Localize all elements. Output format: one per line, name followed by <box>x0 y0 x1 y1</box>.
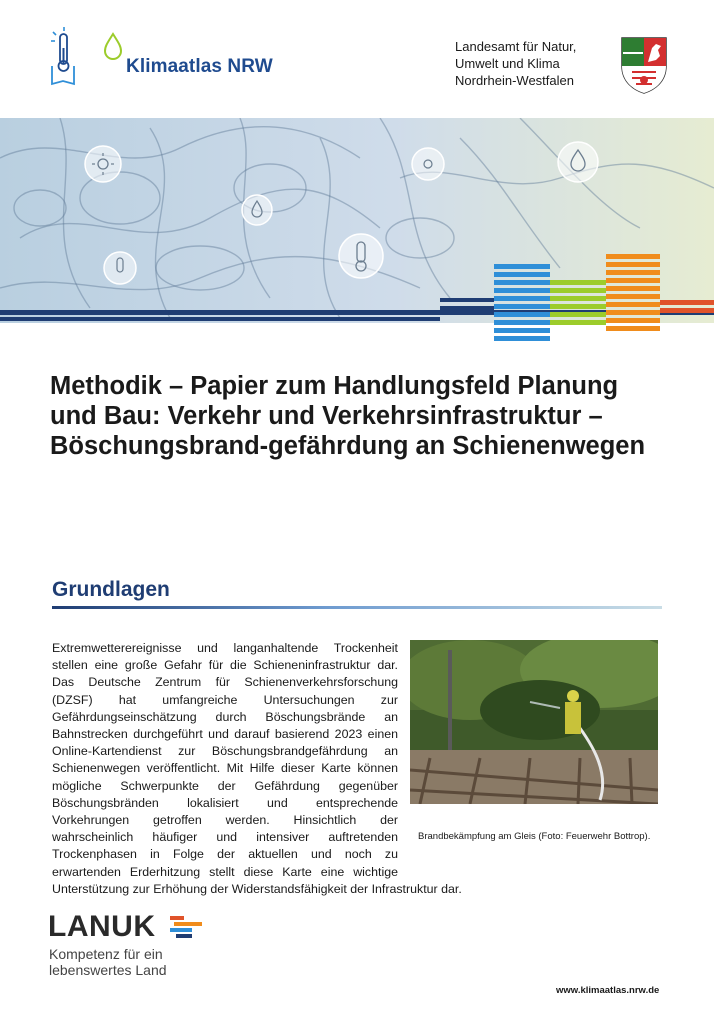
hero-banner <box>0 118 714 343</box>
photo-figure <box>410 640 660 862</box>
droplet-icon <box>242 195 272 225</box>
sun-icon <box>412 148 444 180</box>
document-title: Methodik – Papier zum Handlungsfeld Planung und Bau: Verkehr und Verkehrsinfrastruktur – Böschungsbrand-gefährdung an Schienenwegen <box>50 372 646 460</box>
body-section <box>52 640 660 898</box>
banner-graphic <box>0 118 714 343</box>
agency-line: Umwelt und Klima <box>455 56 560 71</box>
section-divider <box>52 606 662 609</box>
droplet-icon <box>558 142 598 182</box>
tagline-line: Kompetenz für ein <box>49 946 163 962</box>
nrw-crest-icon <box>620 36 668 94</box>
lanuk-stripes-icon <box>170 916 202 940</box>
agency-name <box>455 38 576 89</box>
section-heading: Grundlagen <box>52 578 170 601</box>
agency-line: Nordrhein-Westfalen <box>455 73 574 88</box>
page-header <box>0 0 714 118</box>
agency-line: Landesamt für Natur, <box>455 39 577 54</box>
klimaatlas-logo-icon <box>50 26 78 86</box>
sun-icon <box>85 146 121 182</box>
klimaatlas-logo <box>50 26 300 88</box>
lanuk-wordmark: LANUK <box>48 910 156 943</box>
website-url[interactable]: www.klimaatlas.nrw.de <box>556 985 660 996</box>
thermometer-icon <box>104 252 136 284</box>
tagline-line: lebenswertes Land <box>49 962 167 978</box>
firefighter-photo <box>410 640 658 804</box>
droplet-icon <box>102 32 124 62</box>
body-paragraph: Extremwetterereignisse und langanhaltende Trockenheit stellen eine große Gefahr für die Schieneninfrastruktur dar. Das Deutsche Zentrum für Schienenverkehrsforschung (DZSF) hat umfangreiche Untersuchungen zur Gefährdungseinschätzung durch Böschungsbrände an Bahnstrecken durchgeführt und darauf basierend 2023 einen Online-Kartendienst zur Böschungsbrandgefährdung an Schienenwegen veröffentlicht. Mit Hilfe dieser Karte können mögliche Schwerpunkte der Gefährdung gegenüber Böschungsbränden lokalisiert und entsprechende Vorkehrungen getroffen werden. Hinsichtlich der wahrscheinlich häufiger und intensiver auftretenden Trockenphasen in Folge der aktuellen und noch zu erwartenden Erderhitzung stellt diese Karte eine wichtige Unterstützung zur Erhöhung der Widerstandsfähigkeit der Infrastruktur dar. <box>52 641 462 896</box>
lanuk-logo <box>48 910 248 980</box>
photo-caption: Brandbekämpfung am Gleis (Foto: Feuerwehr Bottrop). <box>418 831 651 842</box>
lanuk-tagline <box>49 946 167 978</box>
thermometer-icon <box>339 234 383 278</box>
logo-title: Klimaatlas NRW <box>126 56 273 77</box>
